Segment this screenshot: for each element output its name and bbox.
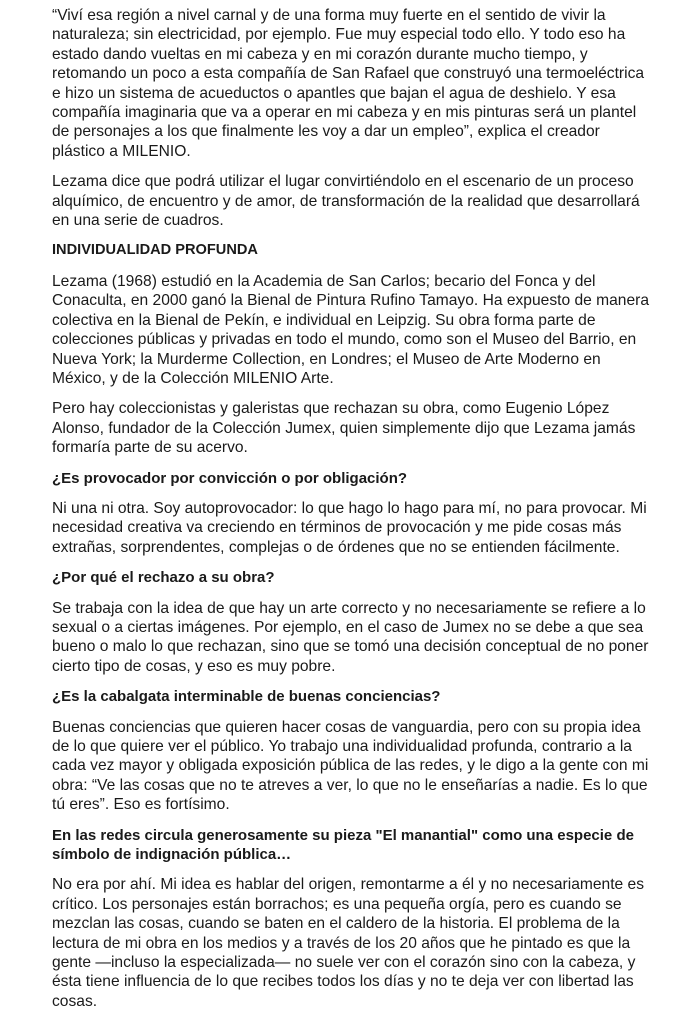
interview-answer: Buenas conciencias que quieren hacer cosas de vanguardia, pero con su propia idea de lo que quiere ver el público. Yo trabajo una individualidad profunda, contrario a la cada vez mayor y obligada exposición pública de las redes, y le digo a la gente con mi obra: “Ve las cosas que no te atreves a ver, lo que no le enseñarías a nadie. Es lo que tú eres”. Eso es fortísimo. — [52, 718, 649, 814]
paragraph-biography: Lezama (1968) estudió en la Academia de San Carlos; becario del Fonca y del Conaculta, en 2000 ganó la Bienal de Pintura Rufino Tamayo. Ha expuesto de manera colectiva en la Bienal de Pekín, e individual en Leipzig. Su obra forma parte de colecciones públicas y privadas en todo el mundo, como son el Museo del Barrio, en Nueva York; la Murderme Collection, en Londres; el Museo de Arte Moderno en México, y de la Colección MILENIO Arte. — [52, 272, 650, 387]
paragraph-quote-san-rafael: “Viví esa región a nivel carnal y de una forma muy fuerte en el sentido de vivir la naturaleza; sin electricidad, por ejemplo. Fue muy especial todo ello. Y todo eso ha estado dando vueltas en mi cabeza y en mi corazón durante mucho tiempo, y retomando un poco a esta compañía de San Rafael que construyó una termoeléctrica e hizo un sistema de acueductos o apantles que bajan el agua de deshielo. Y esa compañía imaginaria que va a operar en mi cabeza y en mis pinturas será un plantel de personajes a los que finalmente les voy a dar un empleo”, explica el creador plástico a MILENIO. — [52, 7, 645, 160]
paragraph-collectors: Pero hay coleccionistas y galeristas que rechazan su obra, como Eugenio López Alonso, fundador de la Colección Jumex, quien simplemente dijo que Lezama jamás formaría parte de su acervo. — [52, 400, 636, 457]
interview-question: En las redes circula generosamente su pieza "El manantial" como una especie de símbolo de indignación pública… — [52, 826, 634, 864]
interview-answer: Ni una ni otra. Soy autoprovocador: lo que hago lo hago para mí, no para provocar. Mi necesidad creativa va creciendo en términos de provocación y me pide cosas más extrañas, sorprendentes, complejas o de órdenes que no se entienden fácilmente. — [52, 499, 647, 556]
interview-question: ¿Es la cabalgata interminable de buenas conciencias? — [52, 688, 441, 706]
interview-question: ¿Por qué el rechazo a su obra? — [52, 569, 275, 587]
article-body — [52, 6, 657, 1011]
interview-answer: No era por ahí. Mi idea es hablar del origen, remontarme a él y no necesariamente es crítico. Los personajes están borrachos; es una pequeña orgía, pero es cuando se mezclan las cosas, cuando se baten en el caldero de la historia. El problema de la lectura de mi obra en los medios y a través de los 20 años que he pintado es que la gente —incluso la especializada— no suele ver con el corazón sino con la cabeza, y ésta tiene influencia de lo que recibes todos los días y no te deja ver con libertad las cosas. — [52, 876, 645, 1010]
paragraph-alchemical-process: Lezama dice que podrá utilizar el lugar convirtiéndolo en el escenario de un proceso alquímico, de encuentro y de amor, de transformación de la realidad que desarrollará en una serie de cuadros. — [52, 173, 640, 230]
section-heading: INDIVIDUALIDAD PROFUNDA — [52, 242, 258, 259]
interview-question: ¿Es provocador por convicción o por obligación? — [52, 469, 408, 487]
interview-answer: Se trabaja con la idea de que hay un arte correcto y no necesariamente se refiere a lo sexual o a ciertas imágenes. Por ejemplo, en el caso de Jumex no se debe a que sea bueno o malo lo que rechazan, sino que se tomó una decisión conceptual de no poner cierto tipo de cosas, y eso es muy pobre. — [52, 599, 649, 675]
